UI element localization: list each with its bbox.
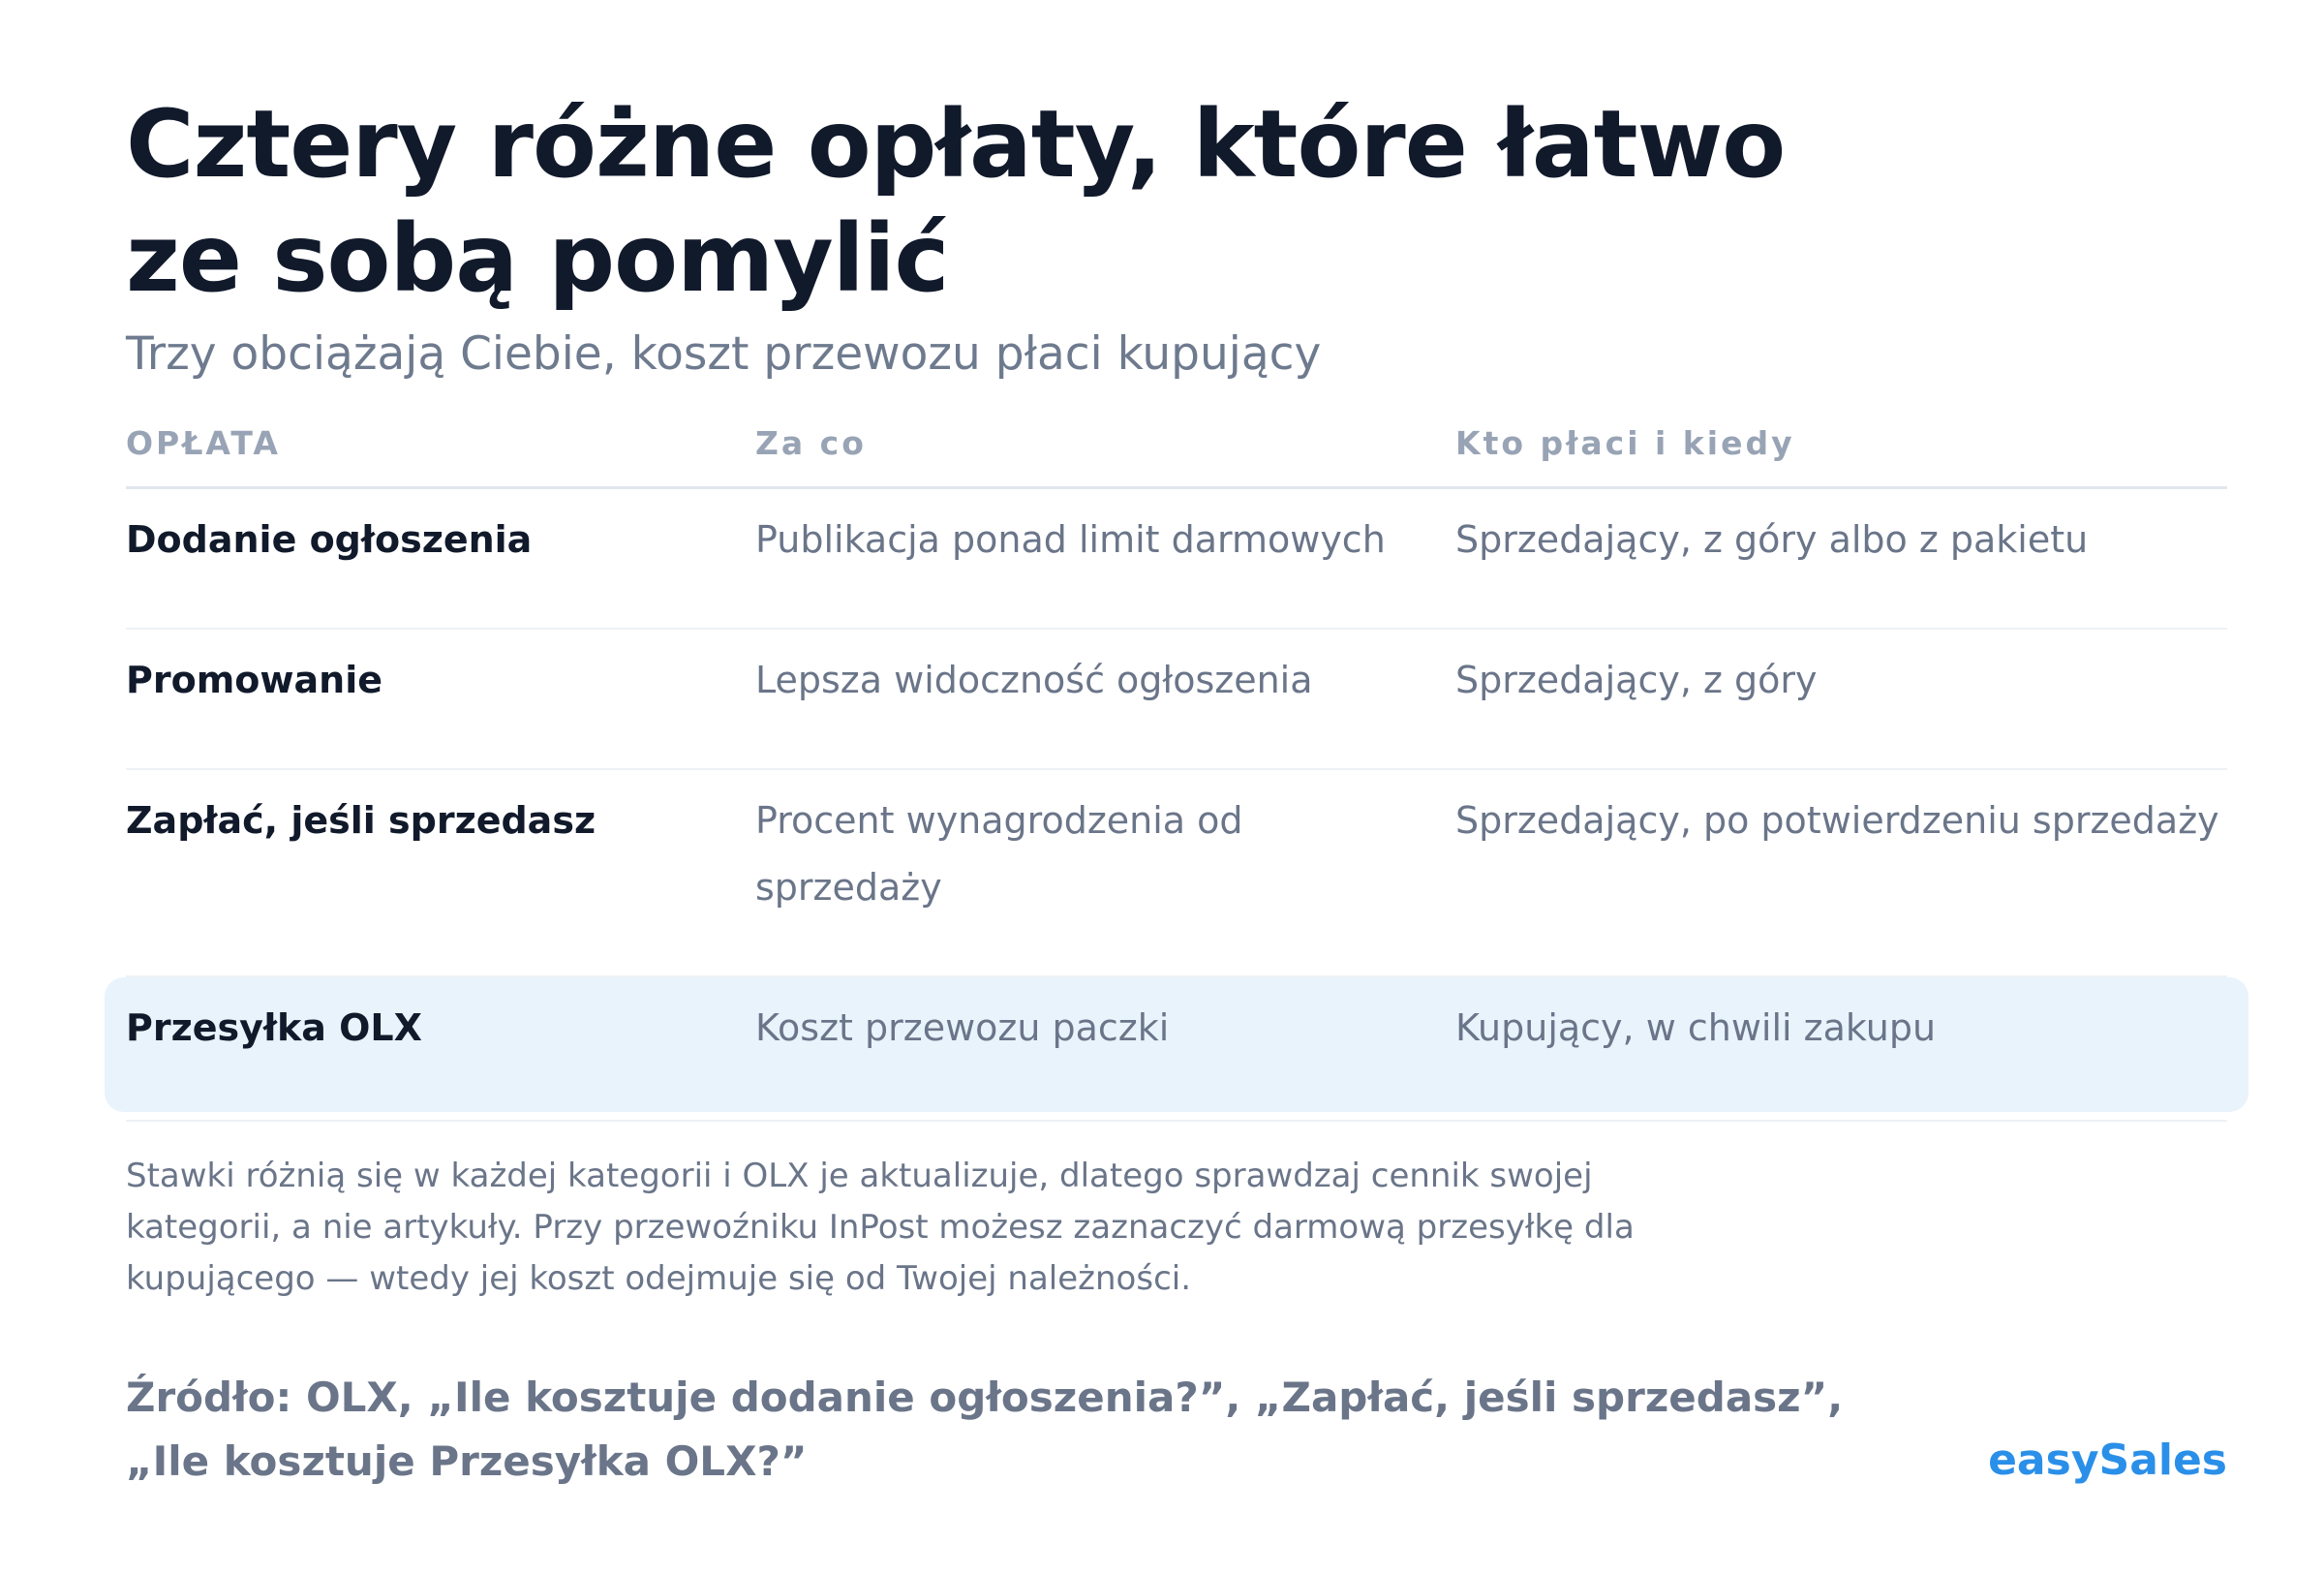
fee-payer-cell: Sprzedający, z góry albo z pakietu xyxy=(1455,518,2089,561)
fee-purpose-cell: Publikacja ponad limit darmowych xyxy=(755,518,1386,561)
brand-logo: easySales xyxy=(1988,1436,2227,1485)
fee-table xyxy=(126,415,2227,1122)
fee-name-cell: Dodanie ogłoszenia xyxy=(126,518,533,561)
column-header-payer: Kto płaci i kiedy xyxy=(1455,424,1795,462)
table-header xyxy=(126,415,2227,489)
fee-name-cell: Promowanie xyxy=(126,659,382,701)
page-subtitle: Trzy obciążają Ciebie, koszt przewozu płaci kupujący xyxy=(126,327,1322,381)
fee-name-cell: Przesyłka OLX xyxy=(126,1006,422,1049)
source-citation: Źródło: OLX, „Ile kosztuje dodanie ogłoszenia?”, „Zapłać, jeśli sprzedasz”, „Ile kosztuje Przesyłka OLX?” xyxy=(126,1374,1844,1485)
page-title: Cztery różne opłaty, które łatwo ze sobą pomylić xyxy=(126,90,1786,313)
fee-payer-cell: Sprzedający, z góry xyxy=(1455,659,1818,701)
table-row xyxy=(126,770,2227,977)
fee-payer-cell: Kupujący, w chwili zakupu xyxy=(1455,1006,1937,1049)
fee-purpose-cell: Koszt przewozu paczki xyxy=(755,1006,1170,1049)
footnote: Stawki różnią się w każdej kategorii i OLX je aktualizuje, dlatego sprawdzaj cennik swojej kategorii, a nie artykuły. Przy przewoźniku InPost możesz zaznaczyć darmową przesyłkę dla kupującego — wtedy jej koszt odejmuje się od Twojej należności. xyxy=(126,1157,1635,1298)
fee-purpose-cell: Procent wynagrodzenia od sprzedaży xyxy=(755,799,1243,909)
column-header-fee: OPŁATA xyxy=(126,424,281,462)
table-row-highlighted xyxy=(126,977,2227,1122)
table-row xyxy=(126,489,2227,630)
fee-name-cell: Zapłać, jeśli sprzedasz xyxy=(126,799,596,842)
table-row xyxy=(126,630,2227,770)
page-content xyxy=(126,87,2227,1485)
column-header-purpose: Za co xyxy=(755,424,867,462)
fee-payer-cell: Sprzedający, po potwierdzeniu sprzedaży xyxy=(1455,799,2219,842)
fee-purpose-cell: Lepsza widoczność ogłoszenia xyxy=(755,659,1313,701)
